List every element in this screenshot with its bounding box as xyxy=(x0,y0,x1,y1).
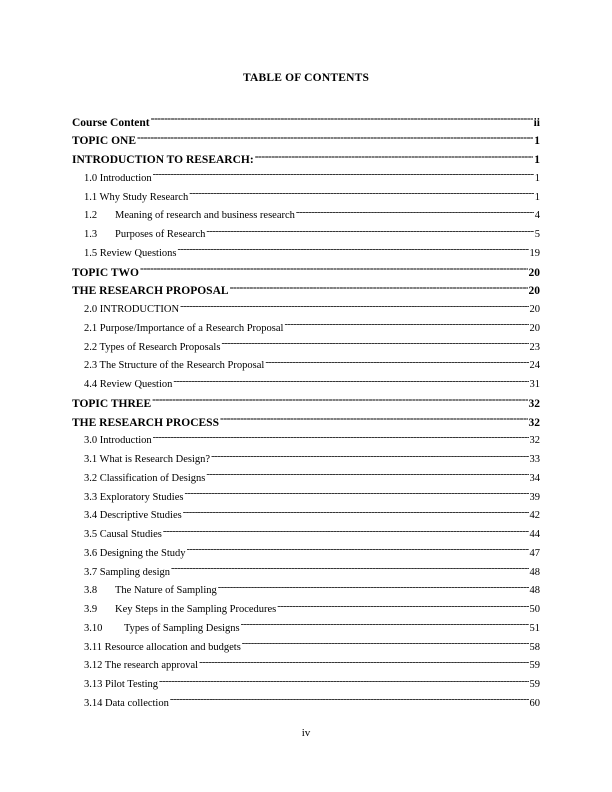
toc-entry-label xyxy=(72,285,229,297)
page-title: TABLE OF CONTENTS xyxy=(242,72,370,84)
toc-entry-label xyxy=(84,510,182,521)
toc-entry-label xyxy=(84,604,276,615)
toc-entry-page: 20 xyxy=(528,266,540,279)
toc-entry-text: 3.0 Introduction xyxy=(84,435,152,447)
toc-entry-page: 24 xyxy=(529,360,540,372)
dotted-leader xyxy=(163,527,529,538)
toc-entry[interactable] xyxy=(72,639,540,658)
toc-entry-text: TOPIC THREE xyxy=(72,397,152,410)
toc-entry-page: 20 xyxy=(528,285,540,298)
toc-entry-label xyxy=(84,173,152,184)
toc-entry-text: 4.4 Review Question xyxy=(84,379,173,390)
toc-entry-text: 2.3 The Structure of the Research Proposal xyxy=(84,360,265,372)
toc-entry-page: 32 xyxy=(528,397,540,410)
toc-entry-label xyxy=(72,267,139,279)
toc-entry-number: 3.10 xyxy=(84,622,103,634)
toc-entry[interactable] xyxy=(72,677,540,696)
toc-entry-label xyxy=(84,642,241,653)
toc-entry[interactable] xyxy=(72,208,540,227)
toc-entry-text: 3.6 Designing the Study xyxy=(84,547,186,559)
toc-entry-page: 48 xyxy=(529,566,540,578)
toc-entry-label xyxy=(84,679,158,690)
toc-entry-page: 5 xyxy=(534,229,540,240)
toc-entry-label xyxy=(72,417,219,429)
toc-entry-page: 44 xyxy=(529,529,540,540)
toc-entry-label xyxy=(84,529,162,540)
toc-entry-page: 4 xyxy=(534,210,540,222)
toc-entry[interactable] xyxy=(72,320,540,339)
toc-entry-page: 60 xyxy=(529,697,540,709)
toc-entry[interactable] xyxy=(72,264,540,283)
toc-entry-label xyxy=(84,548,186,559)
toc-entry-label xyxy=(84,698,169,709)
toc-entry-label xyxy=(84,660,198,671)
toc-entry-label xyxy=(72,398,151,410)
toc-entry[interactable] xyxy=(72,564,540,583)
dotted-leader xyxy=(255,152,534,164)
toc-entry[interactable] xyxy=(72,377,540,396)
toc-entry-text: 3.14 Data collection xyxy=(84,697,169,709)
dotted-leader xyxy=(137,133,533,145)
toc-entry-label xyxy=(84,304,179,315)
toc-entry-number: 1.3 xyxy=(84,229,98,240)
toc-entry-label xyxy=(84,342,220,353)
toc-entry[interactable] xyxy=(72,283,540,302)
toc-entry-text: 2.0 INTRODUCTION xyxy=(84,304,180,315)
toc-entry-text: TOPIC TWO xyxy=(72,266,139,279)
toc-entry-page: 47 xyxy=(529,547,540,559)
toc-entry-text: 3.4 Descriptive Studies xyxy=(84,510,182,522)
toc-entry-label xyxy=(72,135,136,147)
dotted-leader xyxy=(277,602,528,613)
toc-entry[interactable] xyxy=(72,395,540,414)
toc-entry-page: 1 xyxy=(534,154,540,166)
toc-entry-page: 23 xyxy=(529,341,540,353)
toc-entry-page: 58 xyxy=(529,641,540,653)
toc-entry-page: 20 xyxy=(529,322,540,334)
toc-entry-text: 1.5 Review Questions xyxy=(84,247,177,259)
toc-entry-text: 3.2 Classification of Designs xyxy=(84,472,206,484)
dotted-leader xyxy=(184,489,528,500)
toc-entry-page: 59 xyxy=(529,679,540,690)
dotted-leader xyxy=(265,358,528,369)
dotted-leader xyxy=(242,639,529,650)
toc-entry-label xyxy=(84,248,176,259)
toc-entry-page: 1 xyxy=(534,191,540,203)
toc-entry[interactable] xyxy=(72,658,540,677)
toc-entry-label xyxy=(84,435,152,446)
table-of-contents xyxy=(72,114,540,714)
toc-entry-text: 3.5 Causal Studies xyxy=(84,529,162,540)
toc-entry-page: 59 xyxy=(529,660,540,672)
toc-entry-text: 2.1 Purpose/Importance of a Research Proposal xyxy=(84,322,284,334)
toc-entry-text: Key Steps in the Sampling Procedures xyxy=(115,604,277,615)
dotted-leader xyxy=(177,245,528,256)
toc-entry-label xyxy=(72,117,150,129)
dotted-leader xyxy=(206,470,528,481)
toc-entry-page: 34 xyxy=(529,472,540,484)
dotted-leader xyxy=(180,302,528,313)
dotted-leader xyxy=(230,283,528,295)
toc-entry-page: 39 xyxy=(529,491,540,503)
toc-entry-page: 33 xyxy=(529,454,540,465)
dotted-leader xyxy=(220,414,528,426)
toc-entry[interactable] xyxy=(72,695,540,714)
toc-entry[interactable] xyxy=(72,508,540,527)
toc-entry-label xyxy=(84,454,210,465)
toc-entry-text: 3.7 Sampling design xyxy=(84,566,171,578)
toc-entry[interactable] xyxy=(72,133,540,152)
toc-entry-label xyxy=(84,623,240,634)
toc-entry[interactable] xyxy=(72,602,540,621)
toc-entry-text: Purposes of Research xyxy=(115,229,206,240)
toc-entry[interactable] xyxy=(72,620,540,639)
toc-entry-label xyxy=(84,585,217,596)
toc-entry-text: 3.1 What is Research Design? xyxy=(84,454,211,465)
toc-entry-text: The Nature of Sampling xyxy=(115,585,217,597)
toc-entry-number: 1.2 xyxy=(84,210,98,222)
toc-entry-page: 42 xyxy=(529,510,540,522)
dotted-leader xyxy=(187,545,529,556)
toc-entry-text: THE RESEARCH PROCESS xyxy=(72,416,219,429)
toc-entry-text: 3.11 Resource allocation and budgets xyxy=(84,641,241,653)
dotted-leader xyxy=(173,377,528,388)
toc-entry-page: 19 xyxy=(529,247,540,259)
dotted-leader xyxy=(183,508,529,519)
dotted-leader xyxy=(170,695,529,706)
toc-entry[interactable] xyxy=(72,152,540,171)
toc-entry-page: 1 xyxy=(534,172,540,184)
toc-entry[interactable] xyxy=(72,545,540,564)
toc-entry-text: TOPIC ONE xyxy=(72,135,137,148)
toc-entry-label xyxy=(84,210,295,221)
toc-entry-label xyxy=(84,323,283,334)
dotted-leader xyxy=(151,114,533,126)
toc-entry-label xyxy=(84,492,183,503)
toc-entry-page: 48 xyxy=(529,585,540,597)
dotted-leader xyxy=(221,339,528,350)
dotted-leader xyxy=(152,395,527,407)
toc-entry-page: 20 xyxy=(529,304,540,315)
toc-entry-label xyxy=(84,473,205,484)
dotted-leader xyxy=(241,620,529,631)
toc-entry[interactable] xyxy=(72,470,540,489)
toc-entry[interactable] xyxy=(72,433,540,452)
toc-entry[interactable] xyxy=(72,358,540,377)
toc-entry[interactable] xyxy=(72,170,540,189)
toc-entry[interactable] xyxy=(72,489,540,508)
toc-entry[interactable] xyxy=(72,527,540,546)
toc-entry-page: 31 xyxy=(529,379,540,390)
toc-entry-page: 32 xyxy=(528,416,540,429)
toc-entry-text: 3.13 Pilot Testing xyxy=(84,679,159,690)
toc-entry-text: 1.1 Why Study Research xyxy=(84,191,189,203)
dotted-leader xyxy=(284,320,528,331)
toc-entry-page: ii xyxy=(533,116,540,129)
dotted-leader xyxy=(140,264,528,276)
toc-entry[interactable] xyxy=(72,227,540,246)
dotted-leader xyxy=(171,564,528,575)
toc-entry[interactable] xyxy=(72,452,540,471)
toc-entry-page: 51 xyxy=(529,622,540,634)
toc-entry-number: 3.8 xyxy=(84,585,98,597)
dotted-leader xyxy=(218,583,529,594)
toc-entry-label xyxy=(84,192,188,203)
toc-entry-text: 1.0 Introduction xyxy=(84,172,152,184)
page-number: iv xyxy=(301,727,311,739)
toc-entry[interactable] xyxy=(72,302,540,321)
toc-entry-number: 3.9 xyxy=(84,604,98,615)
toc-entry-text: Types of Sampling Designs xyxy=(124,622,240,634)
toc-entry-text: 3.12 The research approval xyxy=(84,660,199,672)
toc-entry[interactable] xyxy=(72,414,540,433)
toc-entry-page: 1 xyxy=(534,135,540,148)
dotted-leader xyxy=(199,658,528,669)
toc-entry-label xyxy=(84,379,172,390)
toc-entry[interactable] xyxy=(72,114,540,133)
dotted-leader xyxy=(206,227,533,238)
dotted-leader xyxy=(211,452,528,463)
toc-entry-page: 32 xyxy=(529,435,540,447)
toc-entry-text: INTRODUCTION TO RESEARCH: xyxy=(72,154,254,166)
toc-entry-text: 3.3 Exploratory Studies xyxy=(84,491,184,503)
dotted-leader xyxy=(296,208,534,219)
toc-entry-label xyxy=(84,567,170,578)
toc-entry[interactable] xyxy=(72,583,540,602)
toc-entry-page: 50 xyxy=(529,604,540,615)
toc-entry-label xyxy=(84,360,264,371)
dotted-leader xyxy=(189,189,534,200)
toc-entry-label xyxy=(72,154,254,166)
toc-entry-text: Meaning of research and business research xyxy=(115,210,295,222)
toc-entry[interactable] xyxy=(72,339,540,358)
toc-entry-label xyxy=(84,229,205,240)
dotted-leader xyxy=(153,433,529,444)
toc-entry-text: 2.2 Types of Research Proposals xyxy=(84,341,221,353)
toc-entry-text: Course Content xyxy=(72,116,150,129)
dotted-leader xyxy=(159,677,528,688)
toc-entry-text: THE RESEARCH PROPOSAL xyxy=(72,285,229,298)
toc-entry[interactable] xyxy=(72,189,540,208)
toc-entry[interactable] xyxy=(72,245,540,264)
dotted-leader xyxy=(153,170,534,181)
